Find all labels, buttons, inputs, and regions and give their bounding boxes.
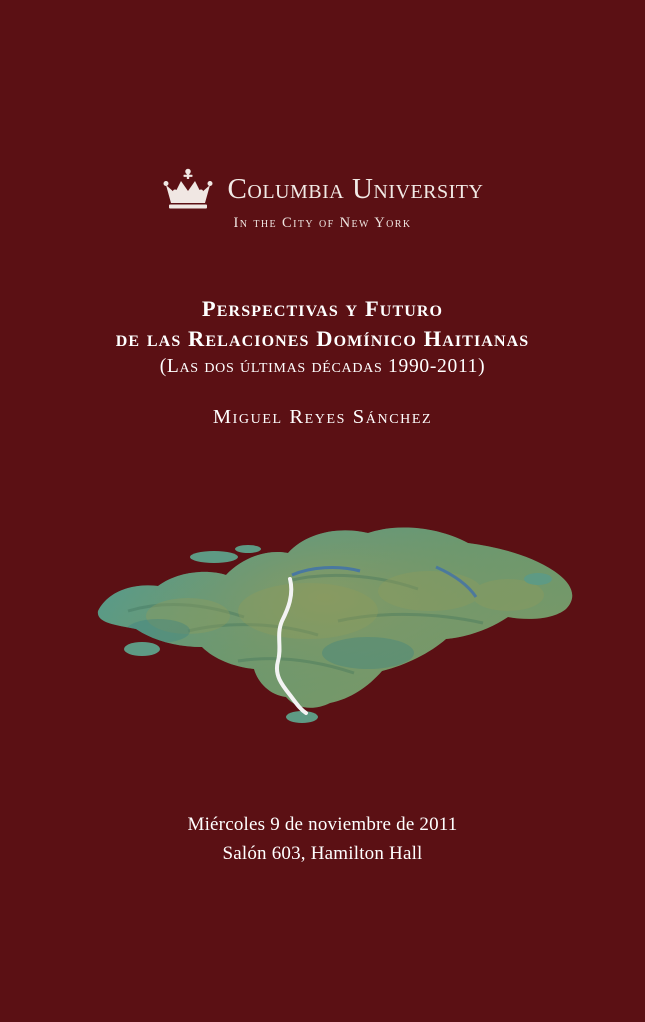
title-line-2: de las Relaciones Domínico Haitianas (115, 326, 530, 352)
event-date: Miércoles 9 de noviembre de 2011 (187, 814, 458, 835)
title-block (0, 294, 645, 429)
crown-icon (162, 168, 214, 210)
institution-logo-block (0, 168, 645, 232)
university-name: Columbia University (227, 172, 484, 205)
event-venue: Salón 603, Hamilton Hall (222, 843, 423, 865)
title-subtitle: (Las dos últimas décadas 1990-2011) (159, 356, 486, 378)
event-details (0, 810, 645, 869)
title-line-1: Perspectivas y Futuro (201, 296, 444, 321)
author-name: Miguel Reyes Sánchez (212, 406, 433, 429)
university-subtitle: In the City of New York (233, 215, 412, 231)
hispaniola-map-image (0, 471, 645, 761)
logo-row (162, 168, 484, 210)
